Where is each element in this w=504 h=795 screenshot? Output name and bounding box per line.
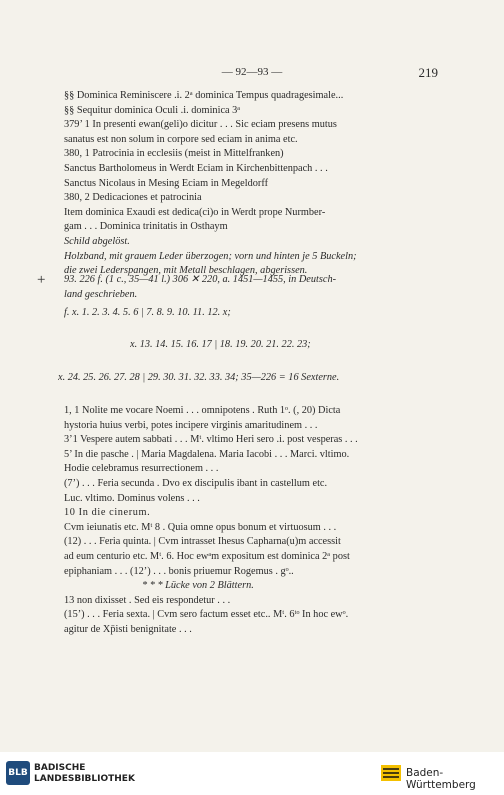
text-line: 5’ In die pasche . | Maria Magdalena. Maria Iacobi . . . Marci. vltimo. (64, 448, 350, 460)
library-name-line1: BADISCHE (34, 763, 86, 773)
text-line: Cvm ieiunatis etc. Mᵗ 8 . Quia omne opus bonum et virtuosum . . . (64, 521, 337, 533)
text-line: Sanctus Bartholomeus in Werdt Eciam in Kirchenbittenpach . . . (64, 162, 328, 174)
text-line: 3’1 Vespere autem sabbati . . . Mᵗ. vltimo Heri sero .i. post vesperas . . . (64, 434, 358, 446)
text-line: 380, 1 Patrocinia in ecclesiis (meist in Mittelfranken) (64, 148, 284, 160)
text-line: 380, 2 Dedicaciones et patrocinia (64, 192, 202, 204)
page-number: 219 (418, 65, 438, 80)
text-line: Hodie celebramus resurrectionem . . . (64, 463, 219, 475)
text-line: Item dominica Exaudi est dedica(ci)o in Werdt prope Nurmber- (64, 206, 326, 218)
text-line: 93. 226 f. (1 c., 35—41 l.) 306 ✕ 220, a. 1451—1455, in Deutsch- (64, 274, 337, 285)
collation-line-2 (130, 338, 380, 353)
text-line: §§ Dominica Reminiscere .i. 2ᵃ dominica Tempus quadragesimale... (64, 90, 344, 101)
text-line: (7’) . . . Feria secunda . Dvo ex discipulis ibant in castellum etc. (64, 477, 328, 489)
text-line: ad eum centurio etc. Mᵗ. 6. Hoc ewᵃm expositum est dominica 2ᵃ post (64, 550, 350, 562)
text-line: hystoria huius verbi, potes incipere virginis amaritudinem . . . (64, 419, 318, 431)
collation-line-1 (64, 306, 442, 321)
header-folio-range: — 92—93 — (221, 66, 283, 78)
text-line: f. x. 1. 2. 3. 4. 5. 6 | 7. 8. 9. 10. 11. 12. x; (64, 307, 231, 318)
text-line: 1, 1 Nolite me vocare Noemi . . . omnipotens . Ruth 1ᵒ. (, 20) Dicta (64, 405, 341, 416)
text-line: (12) . . . Feria quinta. | Cvm intrasset Ihesus Capharna(u)m accessit (64, 536, 341, 548)
collation-line-3 (58, 371, 448, 386)
text-line: Sanctus Nicolaus in Mesing Eciam in Megeldorff (64, 177, 268, 189)
text-line: x. 24. 25. 26. 27. 28 | 29. 30. 31. 32. 33. 34; 35—226 = 16 Sexterne. (58, 372, 340, 383)
text-block-2 (64, 404, 442, 638)
text-line: 13 non dixisset . Sed eis respondetur . . . (64, 594, 231, 606)
text-line: * * * Lücke von 2 Blättern. (142, 580, 254, 592)
footer-bar (0, 752, 504, 795)
text-line: land geschrieben. (64, 288, 138, 300)
text-line: (15’) . . . Feria sexta. | Cvm sero factum esset etc.. Mᵗ. 6ᵗᵒ In hoc ewᵒ. (64, 609, 349, 621)
text-line: Holzband, mit grauem Leder überzogen; vorn und hinten je 5 Buckeln; (64, 250, 357, 262)
state-name[interactable]: Baden-Württemberg (406, 767, 476, 791)
text-line: sanatus est non solum in corpore sed eciam in anima etc. (64, 133, 298, 145)
text-line: Schild abgelöst. (64, 235, 130, 247)
text-line: §§ Sequitur dominica Oculi .i. dominica 3ᵃ (64, 104, 241, 116)
margin-mark: + (37, 272, 46, 288)
text-line: agitur de Xp̄isti benignitate . . . (64, 623, 192, 635)
text-line: gam . . . Dominica trinitatis in Osthaym (64, 221, 228, 233)
entry-93-heading (64, 273, 442, 302)
library-name-line2: LANDESBIBLIOTHEK (34, 774, 135, 784)
text-line: Luc. vltimo. Dominus volens . . . (64, 492, 200, 504)
blb-logo[interactable]: BLB (6, 761, 30, 785)
text-line: x. 13. 14. 15. 16. 17 | 18. 19. 20. 21. 22. 23; (130, 339, 311, 350)
text-line: 10 In die cinerum. (64, 507, 151, 519)
library-name (34, 763, 135, 785)
collation-braces (0, 0, 504, 120)
text-line: die zwei Lederspangen, mit Metall beschlagen, abgerissen. (64, 265, 308, 277)
text-line: epiphaniam . . . (12’) . . . bonis priuemur Rogemus . gᵒ.. (64, 565, 294, 577)
state-emblem-icon (380, 764, 402, 782)
text-line: 379’ 1 In presenti ewan(geli)o dicitur . . . Sic eciam presens mutus (64, 119, 337, 131)
